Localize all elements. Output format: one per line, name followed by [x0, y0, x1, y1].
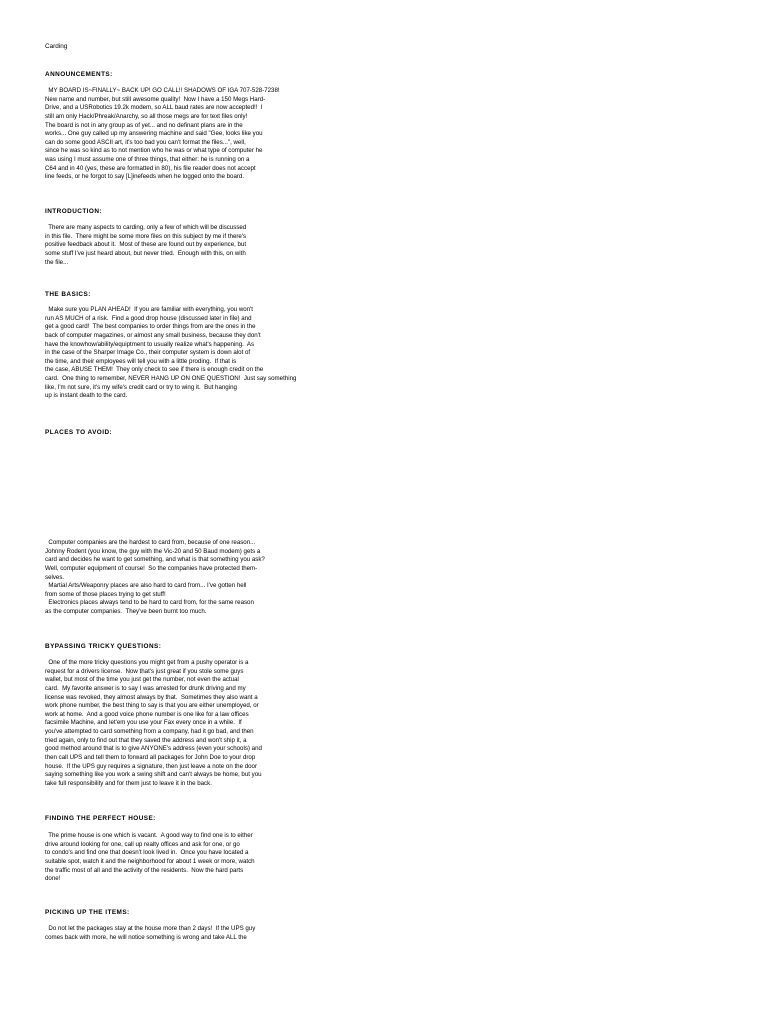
section-heading-places-to-avoid: PLACES TO AVOID: [45, 429, 113, 436]
text-line: saying something like you work a swing shift and can't always be home, but you [45, 771, 262, 779]
text-line: take full responsibility and for them just to leave it in the back. [45, 779, 212, 787]
text-line: in this file. There might be some more files on this subject by me if there's [45, 232, 247, 240]
text-line: run AS MUCH of a risk. Find a good drop house (discussed later in file) and [45, 314, 252, 322]
text-line: house. If the UPS guy requires a signature, then just leave a note on the door [45, 762, 257, 770]
text-line: license was revoked, they almost always by that. Sometimes they also want a [45, 693, 258, 701]
text-line: Computer companies are the hardest to card from, because of one reason... [45, 539, 256, 546]
text-line: some stuff I've just heard about, but never tried. Enough with this, on with [45, 249, 246, 257]
text-line: then call UPS and tell them to forward all packages for John Doe to your drop [45, 754, 256, 762]
text-line: work at home. And a good voice phone number is one like for a law offices [45, 710, 249, 718]
text-line: wallet, but most of the time you just get the number, not even the actual [45, 676, 239, 684]
text-line: Martial Arts/Weaponry places are also hard to card from... I've gotten hell [45, 582, 247, 590]
text-line: suitable spot, watch it and the neighborhood for about 1 week or more, watch [45, 857, 255, 865]
document-title: Carding [45, 43, 68, 50]
text-line: New name and number, but still awesome quality! Now I have a 150 Megs Hard- [45, 95, 266, 103]
text-line: since he was so kind as to not mention who he was or what type of computer he [45, 147, 263, 155]
text-line: The prime house is one which is vacant. A good way to find one is to either [45, 832, 253, 839]
section-heading-the-basics: THE BASICS: [45, 291, 91, 298]
text-line: in the case of the Sharper Image Co., their computer system is down alot of [45, 349, 251, 357]
section-heading-bypassing-tricky-questions: BYPASSING TRICKY QUESTIONS: [45, 643, 162, 650]
section-body-picking-up-the-items [45, 925, 335, 942]
text-line: Drive, and a USRobotics 19.2k modem, so ALL baud rates are now accepted!! I [45, 104, 263, 112]
section-body-places-to-avoid [45, 539, 335, 617]
text-line: tried again, only to find out that they saved the address and won't ship it, a [45, 736, 247, 744]
section-heading-picking-up-the-items: PICKING UP THE ITEMS: [45, 909, 130, 916]
text-line: good method around that is to give ANYONE's address (even your schools) and [45, 745, 262, 753]
text-line: from some of those places trying to get stuff! [45, 590, 166, 598]
text-line: like, I'm not sure, it's my wife's credit card or try to wing it. But hanging [45, 383, 237, 391]
text-line: get a good card! The best companies to order things from are the ones in the [45, 323, 256, 331]
text-line: done! [45, 875, 61, 883]
text-line: the case, ABUSE THEM! They only check to see if there is enough credit on the [45, 366, 264, 374]
text-line: comes back with more, he will notice something is wrong and take ALL the [45, 933, 247, 941]
text-line: selves. [45, 573, 65, 581]
text-line: MY BOARD IS~FINALLY~ BACK UP! GO CALL!! SHADOWS OF IGA 707-528-7238! [45, 87, 280, 94]
section-body-finding-the-perfect-house [45, 832, 335, 884]
text-line: drive around looking for one, call up realty offices and ask for one, or go [45, 840, 240, 848]
section-body-announcements [45, 87, 335, 182]
text-line: up is instant death to the card. [45, 392, 128, 400]
text-line: Do not let the packages stay at the house more than 2 days! If the UPS guy [45, 925, 256, 932]
text-line: Johnny Rodent (you know, the guy with the Vic-20 and 50 Baud modem) gets a [45, 547, 261, 555]
text-line: as the computer companies. They've been burnt too much. [45, 608, 207, 616]
text-line: One of the more tricky questions you might get from a pushy operator is a [45, 659, 249, 666]
section-body-bypassing-tricky-questions [45, 659, 335, 789]
section-heading-finding-the-perfect-house: FINDING THE PERFECT HOUSE: [45, 815, 156, 822]
section-body-introduction [45, 224, 335, 267]
text-line: positive feedback about it. Most of these are found out by experience, but [45, 241, 247, 249]
text-line: was using I must assume one of three things, that either: he is running on a [45, 156, 250, 164]
text-line: Well, computer equipment of course! So the companies have protected them- [45, 564, 258, 572]
section-heading-announcements: ANNOUNCEMENTS: [45, 71, 113, 78]
text-line: card. One thing to remember, NEVER HANG UP ON ONE QUESTION! Just say something [45, 375, 297, 383]
text-line: card. My favorite answer is to say I was arrested for drunk driving and my [45, 684, 246, 692]
text-line: Make sure you PLAN AHEAD! If you are familiar with everything, you won't [45, 306, 253, 313]
text-line: work phone number, the best thing to say is that you are either unemployed, or [45, 702, 259, 710]
text-line: C64 and in 40 (yes, these are formatted in 80), his file reader does not accept [45, 164, 256, 172]
text-line: the time, and their employees will tell you with a little proding. If that is [45, 357, 237, 365]
text-line: works... One guy called up my answering machine and said "Gee, looks like you [45, 130, 263, 138]
text-line: you've attempted to card something from a company, had it go bad, and then [45, 728, 254, 736]
section-body-the-basics [45, 306, 335, 401]
text-line: the traffic most of all and the activity of the residents. Now the hard parts [45, 866, 244, 874]
text-line: Electronics places always tend to be hard to card from, for the same reason [45, 599, 254, 607]
text-line: still am only Hack/Phreak/Anarchy, so all those megs are for text files only! [45, 112, 248, 120]
section-heading-introduction: INTRODUCTION: [45, 208, 102, 215]
text-line: the file... [45, 258, 69, 266]
text-line: facsimile Machine, and let'em you use your Fax every once in a while. If [45, 719, 242, 727]
text-line: to condo's and find one that doesn't look lived in. Once you have located a [45, 849, 249, 857]
text-line: There are many aspects to carding, only a few of which will be discussed [45, 224, 247, 231]
text-line: request for a drivers license. Now that's just great if you stole some guys [45, 667, 244, 675]
text-line: card and decides he want to get something, and what is that something you ask? [45, 556, 265, 564]
text-line: can do some good ASCII art, it's too bad you can't format the files...", well, [45, 138, 246, 146]
text-line: back of computer magazines, or almost any small business, because they don't [45, 331, 261, 339]
text-line: have the knowhow/ability/equiptment to usually realize what's happening. As [45, 340, 255, 348]
text-line: line feeds, or he forgot to say [L]inefeeds when he logged onto the board. [45, 173, 245, 181]
text-line: The board is not in any group as of yet... and no definant plans are in the [45, 121, 243, 129]
